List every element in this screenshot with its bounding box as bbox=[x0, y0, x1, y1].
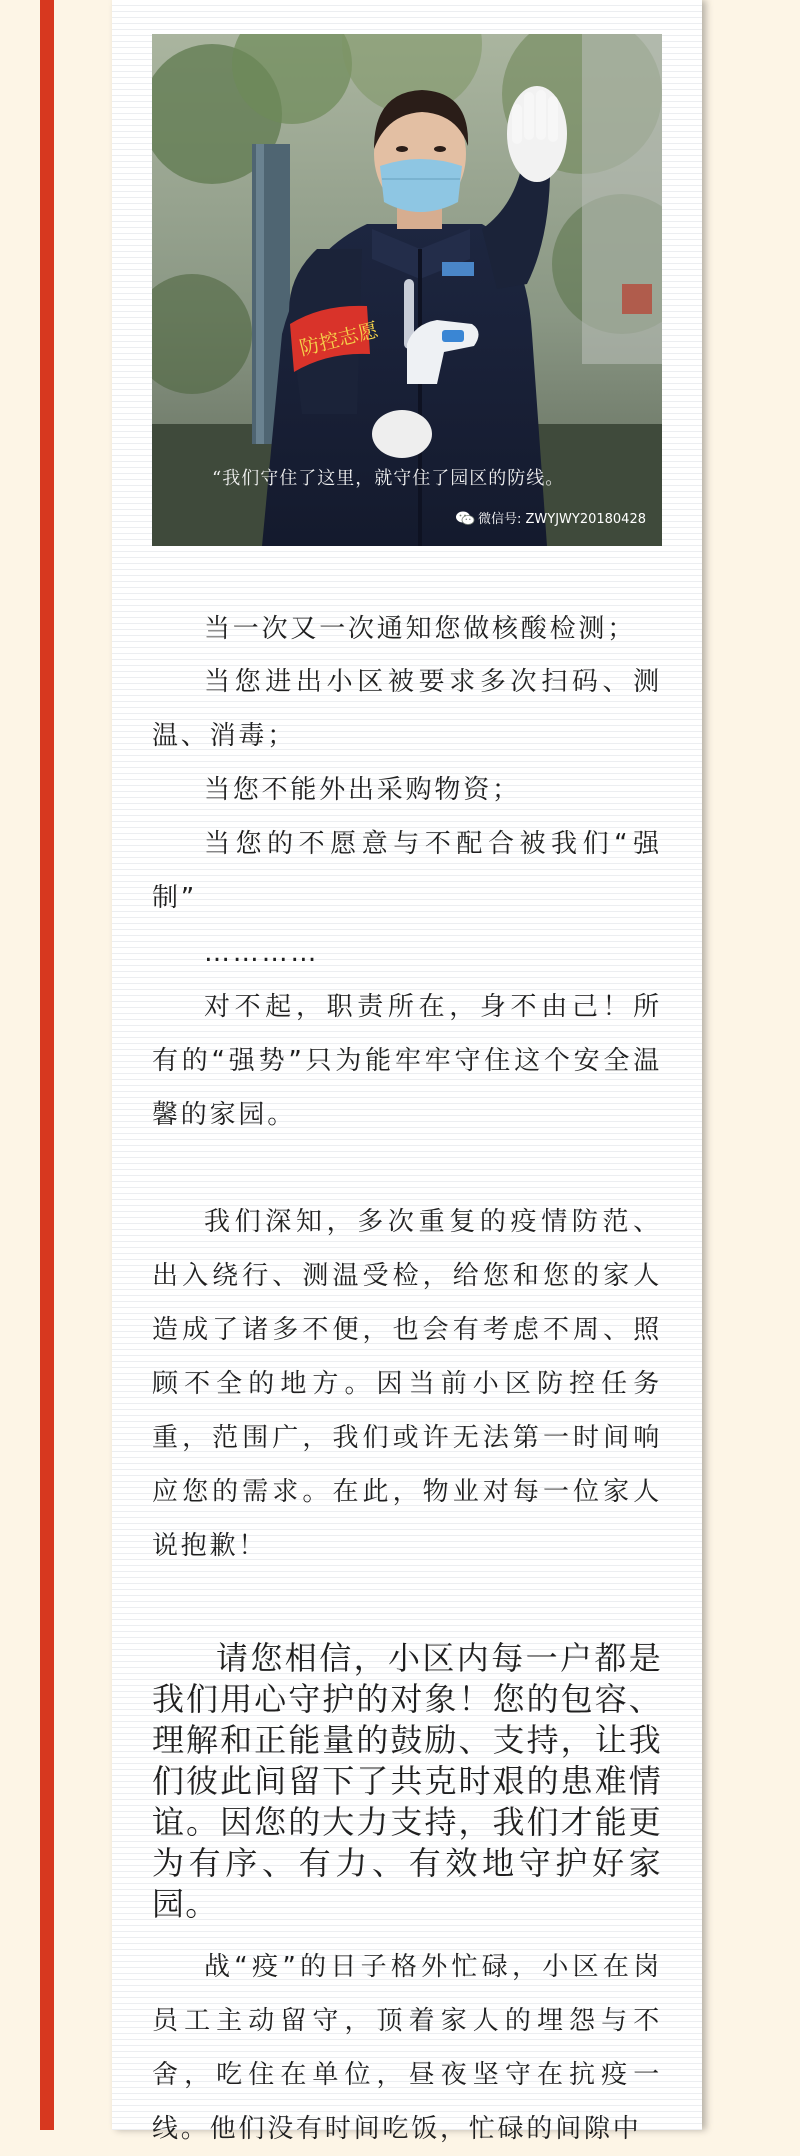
paragraph-6: 我们深知，多次重复的疫情防范、出入绕行、测温受检，给您和您的家人造成了诸多不便，也会有考虑不周、照顾不全的地方。因当前小区防控任务重，范围广，我们或许无法第一时间响应您的需求。在此，物业对每一位家人说抱歉！ bbox=[152, 1207, 662, 1561]
paragraph-4: 当您的不愿意与不配合被我们“强制” bbox=[152, 829, 662, 913]
photo-watermark bbox=[455, 508, 646, 527]
paragraph-ellipsis: ………… bbox=[204, 938, 320, 968]
wechat-icon bbox=[455, 510, 475, 526]
paragraph-2: 当您进出小区被要求多次扫码、测温、消毒； bbox=[152, 667, 662, 751]
armband-text: 防控志愿 bbox=[297, 317, 381, 361]
paragraph-8: 战“疫”的日子格外忙碌，小区在岗员工主动留守，顶着家人的埋怨与不舍，吃住在单位，昼夜坚守在抗疫一线。他们没有时间吃饭，忙碌的间隙中 bbox=[152, 1952, 662, 2144]
article-paper bbox=[112, 0, 702, 2144]
paragraph-3: 当您不能外出采购物资； bbox=[204, 775, 521, 805]
photo-caption: “我们守住了这里，就守住了园区的防线。 bbox=[212, 468, 565, 489]
article-photo bbox=[152, 34, 662, 546]
paragraph-1: 当一次又一次通知您做核酸检测； bbox=[204, 614, 637, 644]
left-red-stripe bbox=[40, 0, 54, 2130]
paragraph-5: 对不起，职责所在，身不由己！所有的“强势”只为能牢牢守住这个安全温馨的家园。 bbox=[152, 992, 662, 1130]
watermark-text: 微信号: ZWYJWY20180428 bbox=[477, 512, 646, 527]
paragraph-7-highlight: 请您相信，小区内每一户都是我们用心守护的对象！您的包容、理解和正能量的鼓励、支持，让我们彼此间留下了共克时艰的患难情谊。因您的大力支持，我们才能更为有序、有力、有效地守护好家园。 bbox=[152, 1639, 662, 1923]
